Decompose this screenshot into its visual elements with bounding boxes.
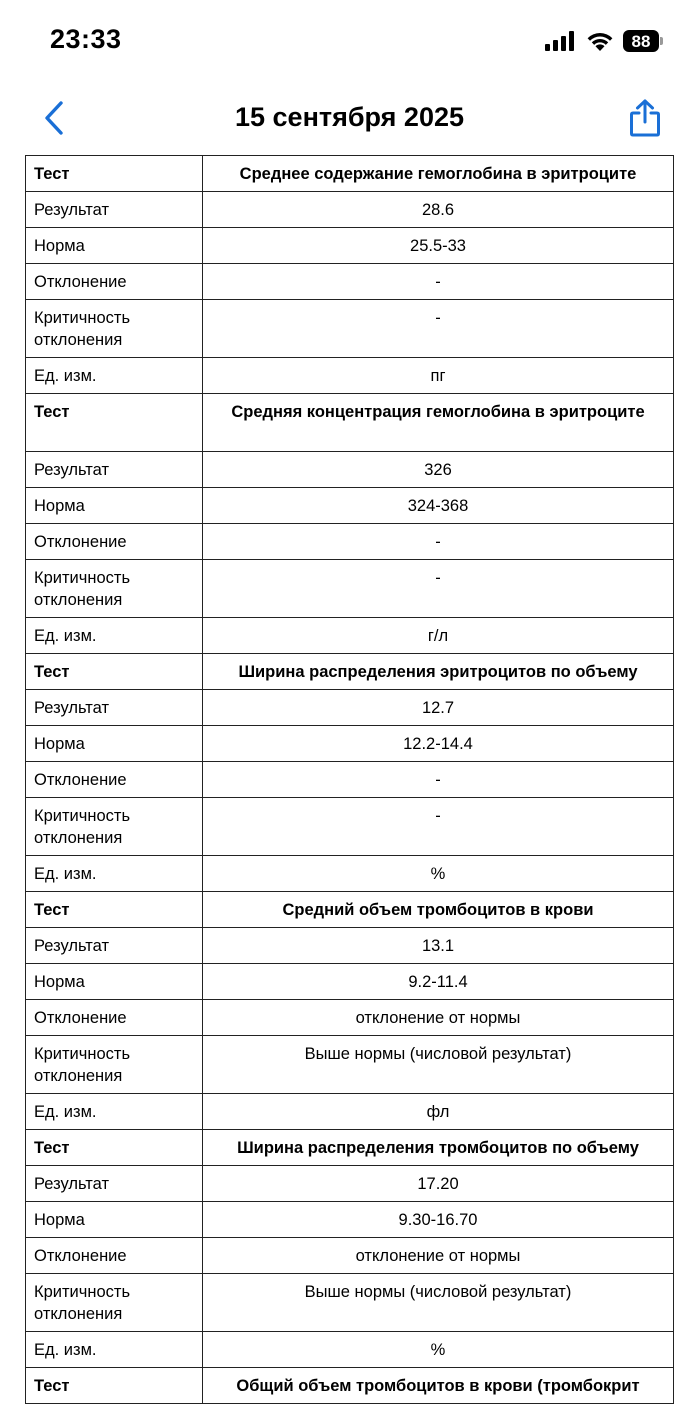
criticality-label: Критичность отклонения	[26, 798, 203, 856]
results-table-body	[26, 156, 674, 1404]
wifi-icon	[585, 30, 615, 52]
deviation-row	[26, 762, 674, 798]
status-bar	[0, 0, 699, 84]
test-name-row	[26, 654, 674, 690]
criticality-row	[26, 1036, 674, 1094]
status-time: 23:33	[50, 24, 122, 54]
test-name-row	[26, 892, 674, 928]
deviation-row	[26, 1000, 674, 1036]
result-label: Результат	[26, 690, 203, 726]
criticality-label: Критичность отклонения	[26, 560, 203, 618]
test-name: Ширина распределения тромбоцитов по объему	[203, 1130, 674, 1166]
deviation-value: отклонение от нормы	[203, 1000, 674, 1036]
criticality-value: -	[203, 560, 674, 618]
status-icons	[545, 30, 663, 52]
norm-label: Норма	[26, 964, 203, 1000]
result-row	[26, 928, 674, 964]
norm-label: Норма	[26, 726, 203, 762]
result-label: Результат	[26, 928, 203, 964]
deviation-value: -	[203, 524, 674, 560]
deviation-row	[26, 524, 674, 560]
test-label: Тест	[26, 156, 203, 192]
unit-value: г/л	[203, 618, 674, 654]
unit-value: %	[203, 1332, 674, 1368]
battery-icon	[623, 30, 663, 52]
results-table-container	[25, 155, 674, 1404]
unit-row	[26, 618, 674, 654]
criticality-value: -	[203, 300, 674, 358]
unit-label: Ед. изм.	[26, 358, 203, 394]
deviation-label: Отклонение	[26, 1238, 203, 1274]
test-name-row	[26, 156, 674, 192]
test-name: Среднее содержание гемоглобина в эритроците	[203, 156, 674, 192]
cellular-signal-icon	[545, 31, 577, 51]
criticality-row	[26, 300, 674, 358]
deviation-row	[26, 264, 674, 300]
unit-value: пг	[203, 358, 674, 394]
test-label: Тест	[26, 394, 203, 452]
result-row	[26, 192, 674, 228]
deviation-label: Отклонение	[26, 1000, 203, 1036]
norm-row	[26, 488, 674, 524]
norm-row	[26, 726, 674, 762]
share-button[interactable]	[625, 96, 665, 140]
deviation-value: отклонение от нормы	[203, 1238, 674, 1274]
norm-row	[26, 228, 674, 264]
criticality-row	[26, 560, 674, 618]
unit-label: Ед. изм.	[26, 1094, 203, 1130]
result-value: 326	[203, 452, 674, 488]
deviation-value: -	[203, 264, 674, 300]
criticality-label: Критичность отклонения	[26, 1274, 203, 1332]
norm-row	[26, 964, 674, 1000]
result-label: Результат	[26, 192, 203, 228]
unit-row	[26, 856, 674, 892]
norm-value: 9.2-11.4	[203, 964, 674, 1000]
unit-label: Ед. изм.	[26, 1332, 203, 1368]
norm-value: 12.2-14.4	[203, 726, 674, 762]
unit-row	[26, 358, 674, 394]
criticality-value: -	[203, 798, 674, 856]
test-name-row	[26, 394, 674, 452]
navigation-bar	[0, 84, 699, 152]
unit-row	[26, 1332, 674, 1368]
criticality-row	[26, 798, 674, 856]
norm-value: 9.30-16.70	[203, 1202, 674, 1238]
test-name: Средняя концентрация гемоглобина в эритроците	[203, 394, 674, 452]
criticality-row	[26, 1274, 674, 1332]
share-icon	[629, 99, 661, 137]
page-title: 15 сентября 2025	[235, 102, 464, 132]
deviation-value: -	[203, 762, 674, 798]
result-value: 13.1	[203, 928, 674, 964]
criticality-label: Критичность отклонения	[26, 1036, 203, 1094]
norm-value: 25.5-33	[203, 228, 674, 264]
result-row	[26, 452, 674, 488]
test-name: Средний объем тромбоцитов в крови	[203, 892, 674, 928]
test-label: Тест	[26, 892, 203, 928]
norm-label: Норма	[26, 1202, 203, 1238]
norm-value: 324-368	[203, 488, 674, 524]
test-label: Тест	[26, 1130, 203, 1166]
result-value: 12.7	[203, 690, 674, 726]
test-name-row	[26, 1130, 674, 1166]
unit-label: Ед. изм.	[26, 618, 203, 654]
unit-row	[26, 1094, 674, 1130]
norm-label: Норма	[26, 228, 203, 264]
unit-value: %	[203, 856, 674, 892]
battery-level: 88	[623, 30, 659, 52]
criticality-value: Выше нормы (числовой результат)	[203, 1274, 674, 1332]
deviation-label: Отклонение	[26, 524, 203, 560]
deviation-row	[26, 1238, 674, 1274]
norm-row	[26, 1202, 674, 1238]
unit-label: Ед. изм.	[26, 856, 203, 892]
deviation-label: Отклонение	[26, 264, 203, 300]
result-label: Результат	[26, 452, 203, 488]
test-name: Ширина распределения эритроцитов по объему	[203, 654, 674, 690]
test-name-row	[26, 1368, 674, 1404]
result-row	[26, 1166, 674, 1202]
unit-value: фл	[203, 1094, 674, 1130]
results-table	[25, 155, 674, 1404]
test-label: Тест	[26, 654, 203, 690]
test-name: Общий объем тромбоцитов в крови (тромбокрит	[203, 1368, 674, 1404]
result-row	[26, 690, 674, 726]
criticality-label: Критичность отклонения	[26, 300, 203, 358]
result-value: 28.6	[203, 192, 674, 228]
result-label: Результат	[26, 1166, 203, 1202]
result-value: 17.20	[203, 1166, 674, 1202]
criticality-value: Выше нормы (числовой результат)	[203, 1036, 674, 1094]
battery-cap	[660, 37, 663, 45]
norm-label: Норма	[26, 488, 203, 524]
deviation-label: Отклонение	[26, 762, 203, 798]
test-label: Тест	[26, 1368, 203, 1404]
